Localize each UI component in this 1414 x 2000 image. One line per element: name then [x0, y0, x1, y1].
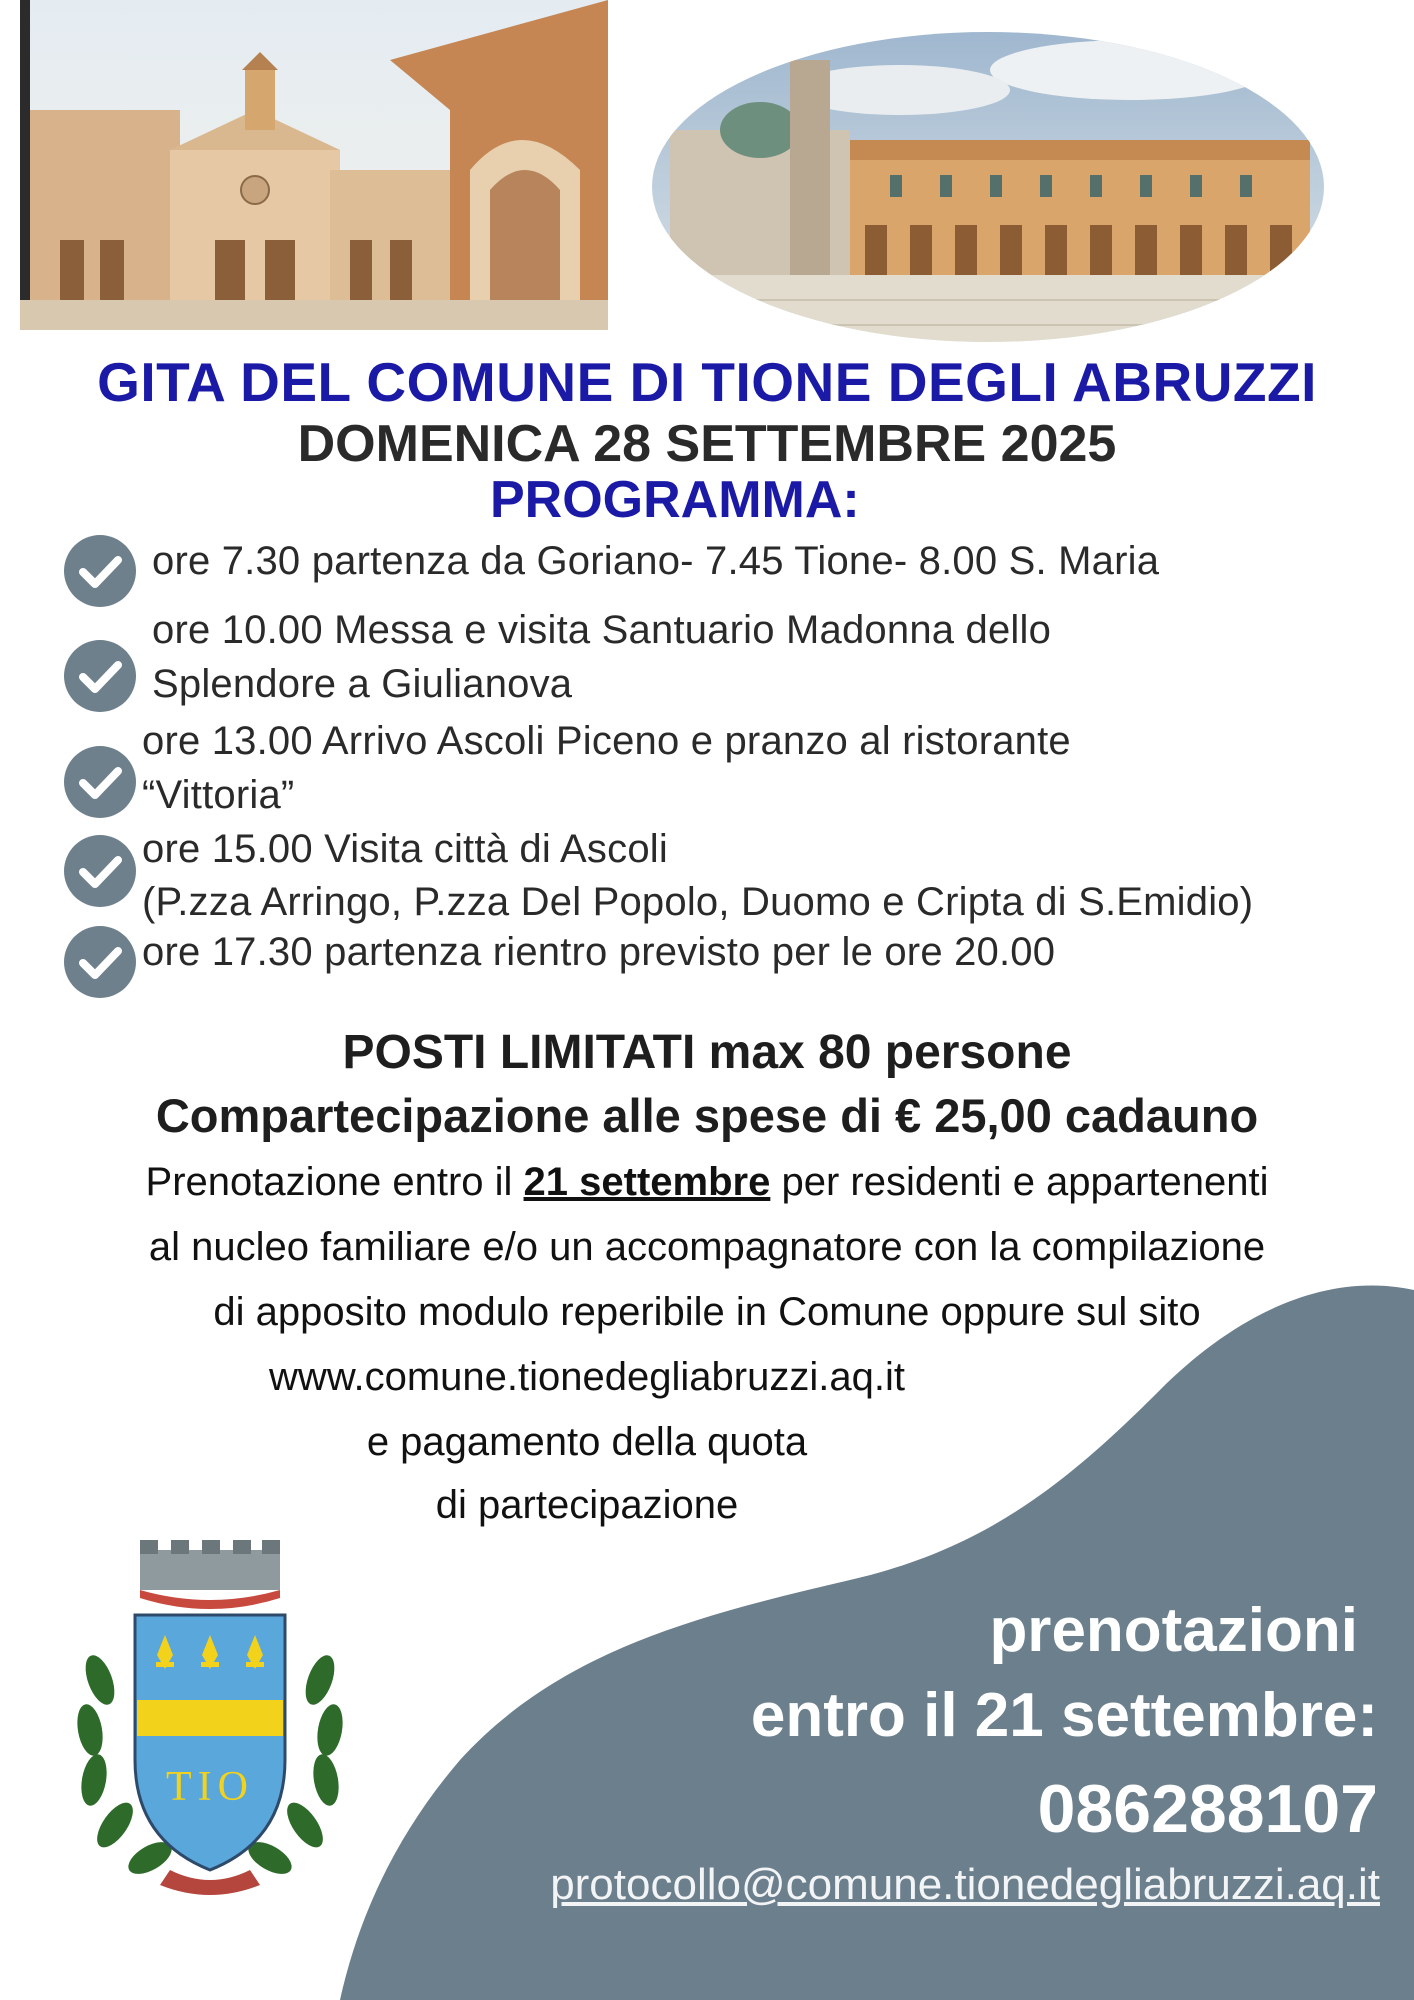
- sanctuary-photo: [20, 0, 608, 330]
- program-item-2: ore 10.00 Messa e visita Santuario Madonna dello: [152, 608, 1052, 652]
- program-item-4-cont: (P.zza Arringo, P.zza Del Popolo, Duomo e Cripta di S.Emidio): [142, 880, 1254, 924]
- crest-letters: TIO: [166, 1764, 254, 1810]
- phone-number[interactable]: 086288107: [1037, 1771, 1378, 1847]
- page-title: GITA DEL COMUNE DI TIONE DEGLI ABRUZZI: [97, 351, 1317, 413]
- email-link[interactable]: protocollo@comune.tionedegliabruzzi.aq.it: [550, 1860, 1380, 1909]
- booking-line-2: al nucleo familiare e/o un accompagnatore con la compilazione: [148, 1225, 1266, 1269]
- check-icon: [64, 926, 136, 998]
- program-item-3: ore 13.00 Arrivo Ascoli Piceno e pranzo al ristorante: [142, 719, 1071, 763]
- check-icon: [64, 640, 136, 712]
- check-icon: [64, 535, 136, 607]
- cost-share: Compartecipazione alle spese di € 25,00 cadauno: [155, 1089, 1259, 1142]
- booking-line-5: e pagamento della quota: [366, 1420, 808, 1464]
- booking-text-end: per residenti e appartenenti: [770, 1160, 1269, 1204]
- booking-deadline: 21 settembre: [523, 1160, 771, 1204]
- booking-line-3: di apposito modulo reperibile in Comune oppure sul sito: [213, 1290, 1201, 1334]
- booking-line-6: di partecipazione: [435, 1483, 739, 1527]
- booking-text: Prenotazione entro il: [145, 1160, 524, 1204]
- booking-line-1: [0, 1160, 1414, 1205]
- check-icon: [64, 835, 136, 907]
- limited-seats: POSTI LIMITATI max 80 persone: [342, 1026, 1072, 1079]
- program-item-3-cont: “Vittoria”: [142, 773, 295, 817]
- event-date: DOMENICA 28 SETTEMBRE 2025: [297, 415, 1117, 473]
- check-icon: [64, 746, 136, 818]
- program-item-1: ore 7.30 partenza da Goriano- 7.45 Tione- 8.00 S. Maria: [152, 539, 1160, 583]
- piazza-photo: [650, 30, 1326, 344]
- website-link[interactable]: www.comune.tionedegliabruzzi.aq.it: [269, 1355, 905, 1399]
- municipal-crest-logo: [60, 1540, 360, 1900]
- booking-deadline-heading: entro il 21 settembre:: [750, 1681, 1378, 1750]
- program-label: PROGRAMMA:: [490, 471, 860, 529]
- program-item-5: ore 17.30 partenza rientro previsto per le ore 20.00: [142, 930, 1056, 974]
- program-item-2-cont: Splendore a Giulianova: [152, 662, 573, 706]
- booking-heading: prenotazioni: [989, 1596, 1358, 1665]
- program-item-4: ore 15.00 Visita città di Ascoli: [142, 827, 668, 871]
